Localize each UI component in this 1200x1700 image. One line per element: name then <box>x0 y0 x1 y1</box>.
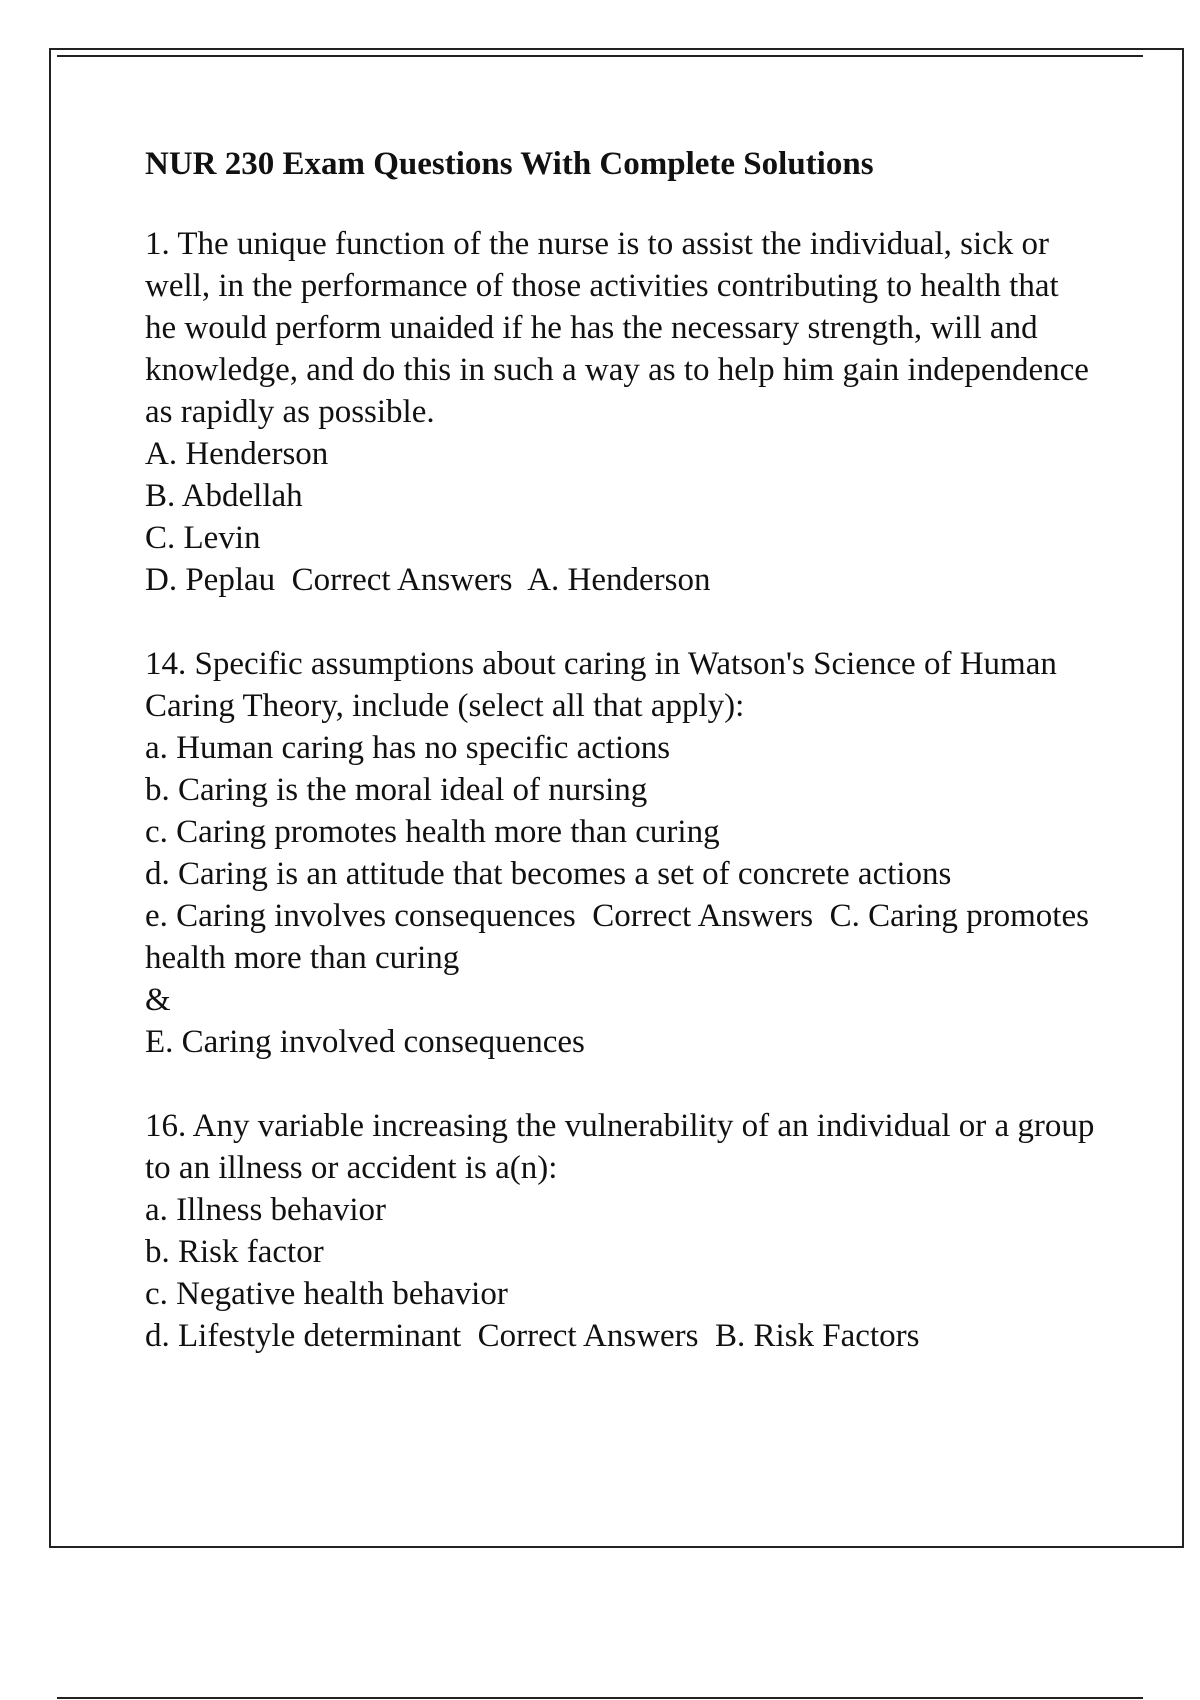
answer-option: A. Henderson <box>145 436 329 472</box>
answer-option-with-correct-answer: d. Lifestyle determinant Correct Answers B. Risk Factors <box>145 1318 920 1354</box>
question-16 <box>145 1105 1095 1357</box>
answer-option: b. Caring is the moral ideal of nursing <box>145 772 648 808</box>
answer-option: a. Illness behavior <box>145 1192 387 1228</box>
correct-answer-continuation: E. Caring involved consequences <box>145 1024 585 1060</box>
answer-option: b. Risk factor <box>145 1234 324 1270</box>
question-stem: 1. The unique function of the nurse is to assist the individual, sick or well, in the performance of those activities contributing to health that he would perform unaided if he has the necessary strength, will and knowledge, and do this in such a way as to help him gain independence as rapidly as possible. <box>145 226 1089 430</box>
answer-option: d. Caring is an attitude that becomes a set of concrete actions <box>145 856 952 892</box>
document-title: NUR 230 Exam Questions With Complete Solutions <box>145 146 874 182</box>
question-stem: 14. Specific assumptions about caring in Watson's Science of Human Caring Theory, include (select all that apply): <box>145 646 1057 724</box>
bottom-rule <box>57 1697 1143 1699</box>
answer-option-with-correct-answer: e. Caring involves consequences Correct Answers C. Caring promotes health more than curing <box>145 898 1098 976</box>
answer-option: a. Human caring has no specific actions <box>145 730 671 766</box>
question-stem: 16. Any variable increasing the vulnerability of an individual or a group to an illness or accident is a(n): <box>145 1108 1095 1186</box>
question-14 <box>145 643 1098 1063</box>
answer-separator: & <box>145 982 171 1018</box>
answer-option: C. Levin <box>145 520 261 556</box>
answer-option-with-correct-answer: D. Peplau Correct Answers A. Henderson <box>145 562 711 598</box>
answer-option: c. Caring promotes health more than curing <box>145 814 720 850</box>
answer-option: B. Abdellah <box>145 478 303 514</box>
question-1 <box>145 223 1095 601</box>
document-content <box>145 143 1098 1399</box>
answer-option: c. Negative health behavior <box>145 1276 508 1312</box>
